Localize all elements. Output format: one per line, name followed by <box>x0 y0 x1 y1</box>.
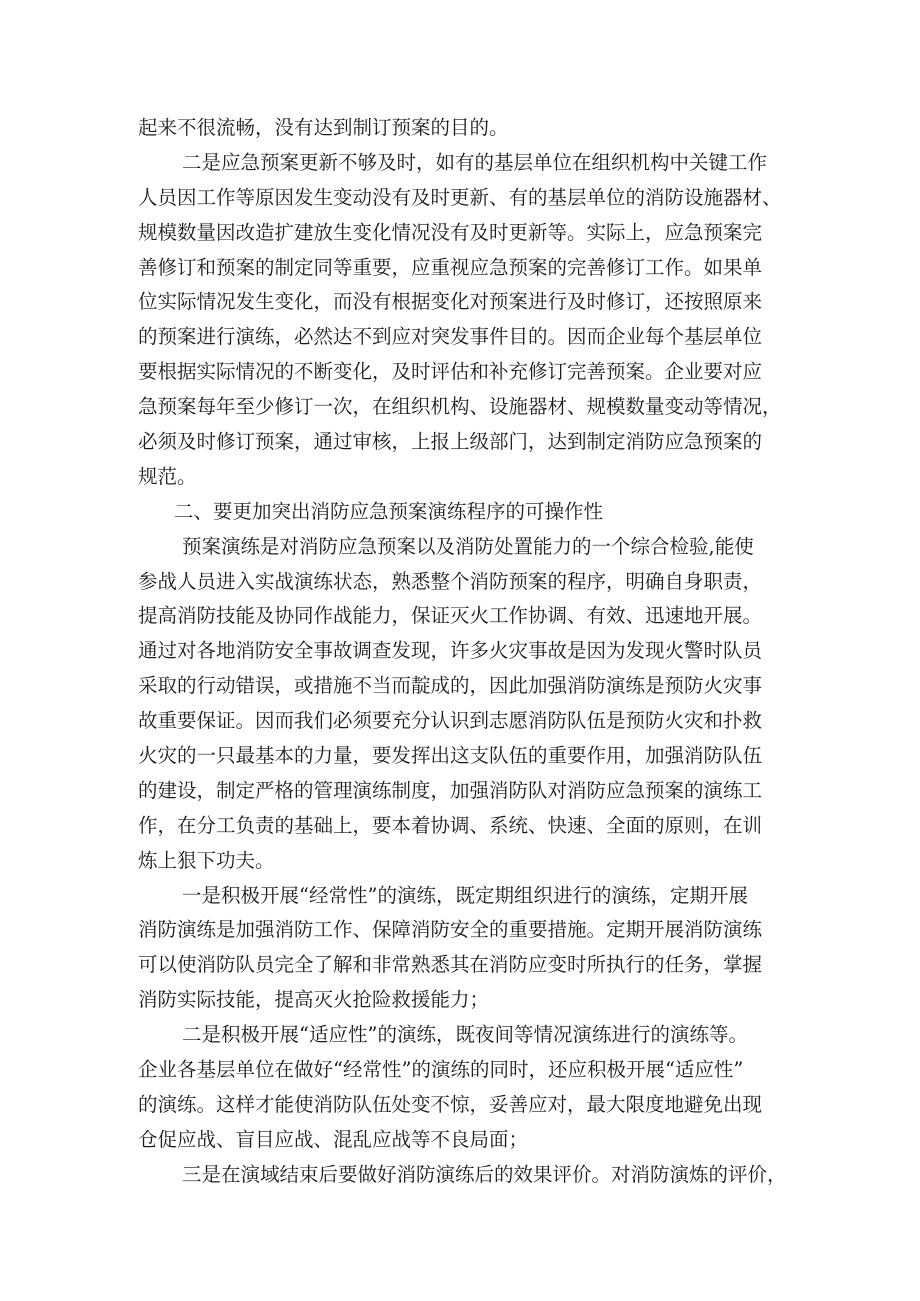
document-body <box>138 111 798 1193</box>
text-line: 仓促应战、盲目应战、混乱应战等不良局面； <box>138 1127 529 1151</box>
text-line: 的建设，制定严格的管理演练制度，加强消防队对消防应急预案的演练工 <box>138 778 763 802</box>
text-line: 采取的行动错误，或措施不当而靛成的，因此加强消防演练是预防火灾事 <box>138 674 763 698</box>
text-line: 要根据实际情况的不断变化，及时评估和补充修订完善预案。企业要对应 <box>138 360 763 384</box>
text-line: 火灾的一只最基本的力量，要发挥出这支队伍的重要作用，加强消防队伍 <box>138 744 763 768</box>
text-line: 消防演练是加强消防工作、保障消防安全的重要措施。定期开展消防演练 <box>138 918 763 942</box>
text-line: 炼上狠下功夫。 <box>138 848 275 872</box>
text-line: 故重要保证。因而我们必须要充分认识到志愿消防队伍是预防火灾和扑救 <box>138 709 763 733</box>
text-line: 提高消防技能及协同作战能力，保证灭火工作协调、有效、迅速地开展。 <box>138 604 763 628</box>
paragraph-start: 二是积极开展“适应性”的演练，既夜间等情况演练进行的演练等。 <box>182 1023 748 1047</box>
text-line: 的演练。这样才能使消防队伍处变不惊，妥善应对，最大限度地避免出现 <box>138 1092 763 1116</box>
text-line: 企业各基层单位在做好“经常性”的演练的同时，还应积极开展“适应性” <box>138 1058 744 1082</box>
text-line: 规模数量因改造扩建放生变化情况没有及时更新等。实际上，应急预案完 <box>138 220 763 244</box>
text-line: 消防实际技能，提高灭火抢险救援能力； <box>138 988 490 1012</box>
text-line: 必须及时修订预案，通过审核，上报上级部门，达到制定消防应急预案的 <box>138 430 763 454</box>
text-line: 规范。 <box>138 464 197 488</box>
text-line: 善修订和预案的制定同等重要，应重视应急预案的完善修订工作。如果单 <box>138 255 763 279</box>
text-line: 人员因工作等原因发生变动没有及时更新、有的基层单位的消防设施器材、 <box>138 185 782 209</box>
section-heading: 二、要更加突出消防应急预案演练程序的可操作性 <box>174 499 604 523</box>
paragraph-start: 预案演练是对消防应急预案以及消防处置能力的一个综合检验,能使 <box>182 534 754 558</box>
text-line: 位实际情况发生变化，而没有根据变化对预案进行及时修订，还按照原来 <box>138 290 763 314</box>
text-line: 急预案每年至少修订一次，在组织机构、设施器材、规模数量变动等情况， <box>138 395 782 419</box>
text-line: 作，在分工负责的基础上，要本着协调、系统、快速、全面的原则，在训 <box>138 813 763 837</box>
text-line: 的预案进行演练，必然达不到应对突发事件目的。因而企业每个基层单位 <box>138 325 763 349</box>
text-line: 起来不很流畅，没有达到制订预案的目的。 <box>138 116 509 139</box>
text-line: 通过对各地消防安全事故调查发现，许多火灾事故是因为发现火警时队员 <box>138 639 763 663</box>
paragraph-start: 二是应急预案更新不够及时，如有的基层单位在组织机构中关键工作 <box>182 150 768 174</box>
paragraph-start: 三是在演域结束后要做好消防演练后的效果评价。对消防演炼的评价， <box>182 1162 787 1186</box>
text-line: 可以使消防队员完全了解和非常熟悉其在消防应变时所执行的任务，掌握 <box>138 953 763 977</box>
paragraph-start: 一是积极开展“经常性”的演练，既定期组织进行的演练，定期开展 <box>182 883 748 907</box>
text-line: 参战人员进入实战演练状态，熟悉整个消防预案的程序，明确自身职责， <box>138 569 763 593</box>
